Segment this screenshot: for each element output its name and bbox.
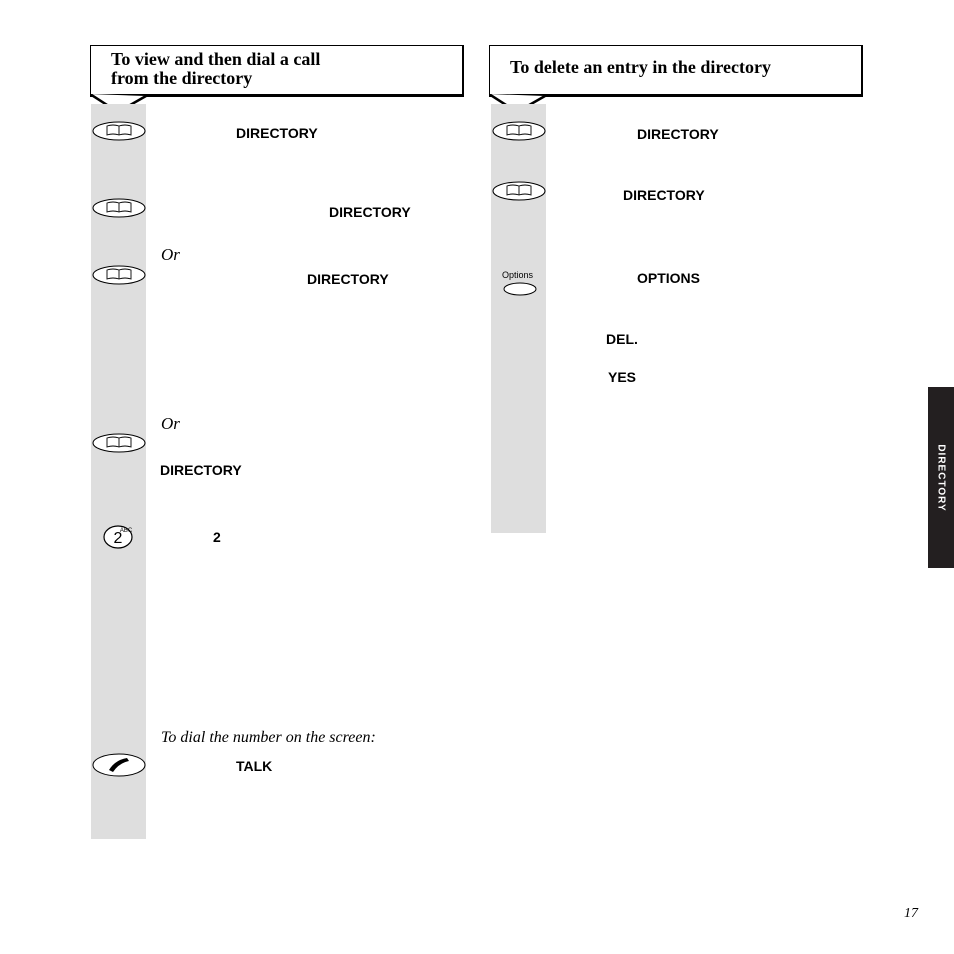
key-2-label: 2 <box>213 529 221 545</box>
section-tab-label: DIRECTORY <box>935 443 947 512</box>
section-tab <box>928 387 954 568</box>
directory-label: DIRECTORY <box>623 187 705 203</box>
directory-label: DIRECTORY <box>160 462 242 478</box>
handset-icon <box>92 752 148 778</box>
right-heading: To delete an entry in the directory <box>510 57 771 77</box>
yes-label: YES <box>608 369 637 385</box>
page-number: 17 <box>904 906 918 921</box>
or-text: Or <box>161 414 180 433</box>
dial-note: To dial the number on the screen: <box>161 729 376 746</box>
talk-label: TALK <box>236 758 273 774</box>
svg-text:ABC: ABC <box>119 528 133 534</box>
left-heading-box <box>90 45 464 97</box>
directory-label: DIRECTORY <box>307 271 389 287</box>
book-icon <box>92 265 148 287</box>
book-icon <box>92 198 148 220</box>
or-text: Or <box>161 245 180 264</box>
number-2-key-icon <box>102 522 136 550</box>
del-label: DEL. <box>606 331 638 347</box>
book-icon <box>92 121 148 143</box>
book-icon <box>492 121 548 143</box>
directory-label: DIRECTORY <box>329 204 411 220</box>
left-heading: To view and then dial a call from the directory <box>111 49 321 88</box>
options-label: OPTIONS <box>637 270 701 286</box>
directory-label: DIRECTORY <box>236 125 318 141</box>
right-heading-box <box>489 45 863 97</box>
right-key-strip <box>491 104 546 533</box>
directory-label: DIRECTORY <box>637 126 719 142</box>
book-icon <box>492 181 548 203</box>
options-key-caption: Options <box>502 270 534 280</box>
book-icon <box>92 433 148 455</box>
options-key-icon <box>502 281 538 297</box>
svg-text:2: 2 <box>113 530 123 547</box>
